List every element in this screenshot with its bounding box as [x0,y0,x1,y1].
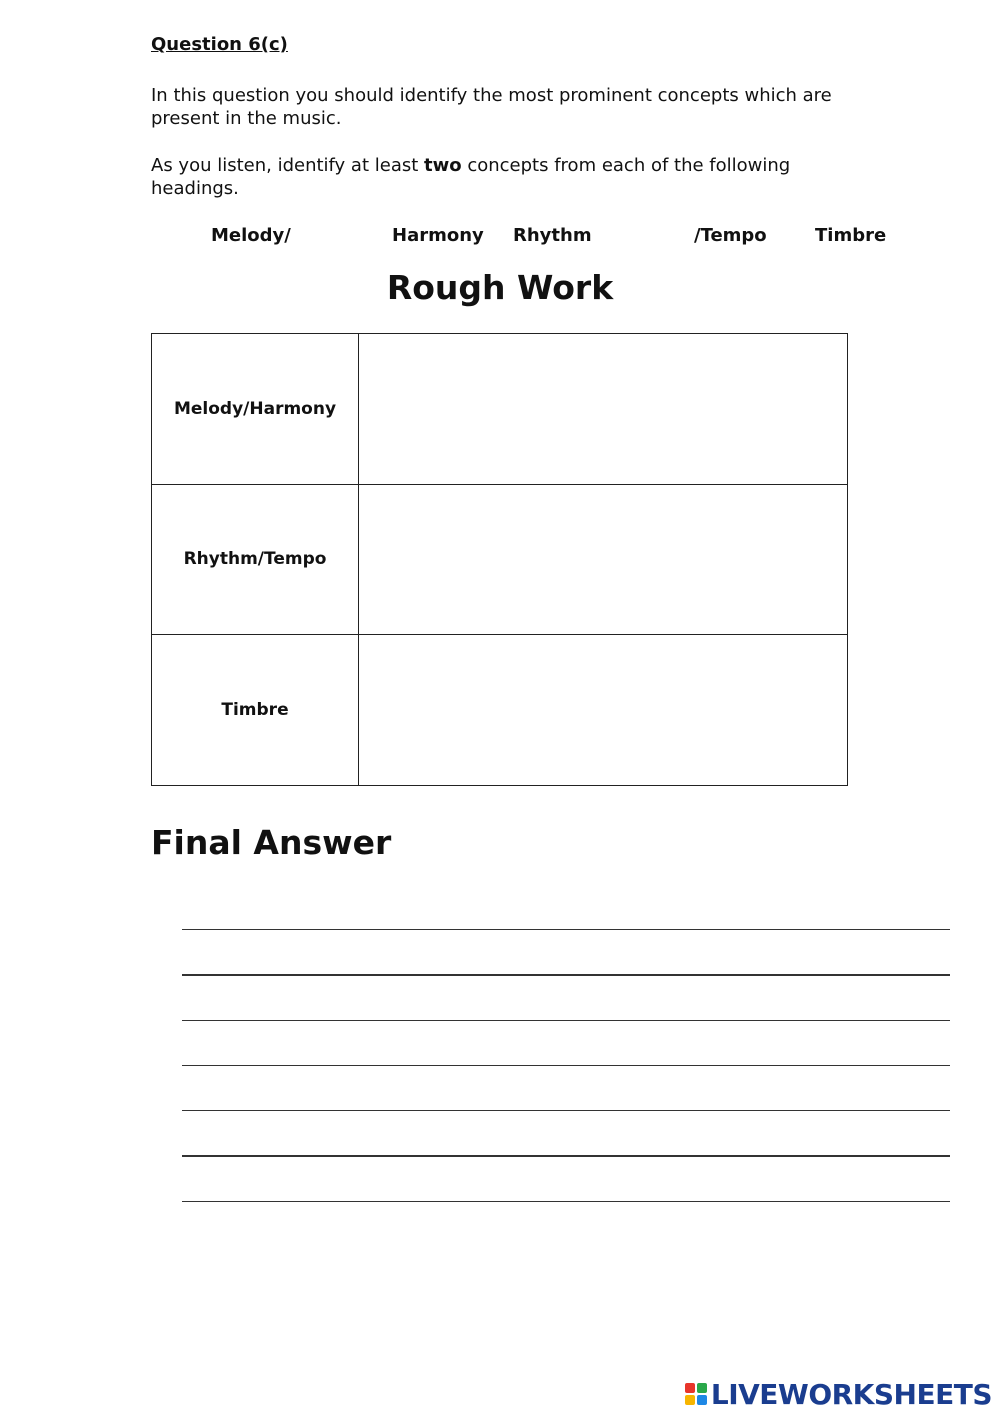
question-title: Question 6(c) [151,34,288,55]
logo-block [697,1383,707,1393]
row-label-timbre: Timbre [152,635,359,786]
logo-block [697,1395,707,1405]
answer-cell-melody-harmony[interactable] [359,334,848,485]
answer-line-7[interactable] [182,1201,950,1202]
heading-melody: Melody/ [211,225,291,246]
final-answer-title: Final Answer [151,823,392,862]
answer-line-4[interactable] [182,1065,950,1066]
heading-timbre: Timbre [815,225,887,246]
listen-instructions [151,154,851,200]
heading-tempo: /Tempo [694,225,767,246]
liveworksheets-logo [685,1376,992,1412]
row-label-rhythm-tempo: Rhythm/Tempo [152,484,359,635]
logo-block [685,1383,695,1393]
answer-cell-timbre[interactable] [359,635,848,786]
table-row [152,484,848,635]
instructions-paragraph: In this question you should identify the most prominent concepts which are present in the music. [151,85,832,129]
emphasis-two: two [424,155,462,176]
heading-harmony: Harmony [392,225,484,246]
heading-rhythm: Rhythm [513,225,592,246]
listen-text-end: concepts from each of the following headings. [151,155,791,199]
row-label-melody-harmony: Melody/Harmony [152,334,359,485]
logo-text: LIVEWORKSHEETS [710,1377,992,1411]
table-row [152,635,848,786]
answer-line-5[interactable] [182,1110,950,1111]
answer-cell-rhythm-tempo[interactable] [359,484,848,635]
rough-work-title: Rough Work [386,268,614,307]
listen-text-start: As you listen, identify at least [151,155,425,176]
logo-blocks-icon [685,1383,707,1405]
answer-line-6[interactable] [182,1155,950,1157]
logo-block [685,1395,695,1405]
answer-line-3[interactable] [182,1020,950,1021]
answer-line-2[interactable] [182,974,950,976]
answer-line-1[interactable] [182,929,950,930]
rough-work-table [151,333,848,786]
table-row [152,334,848,485]
